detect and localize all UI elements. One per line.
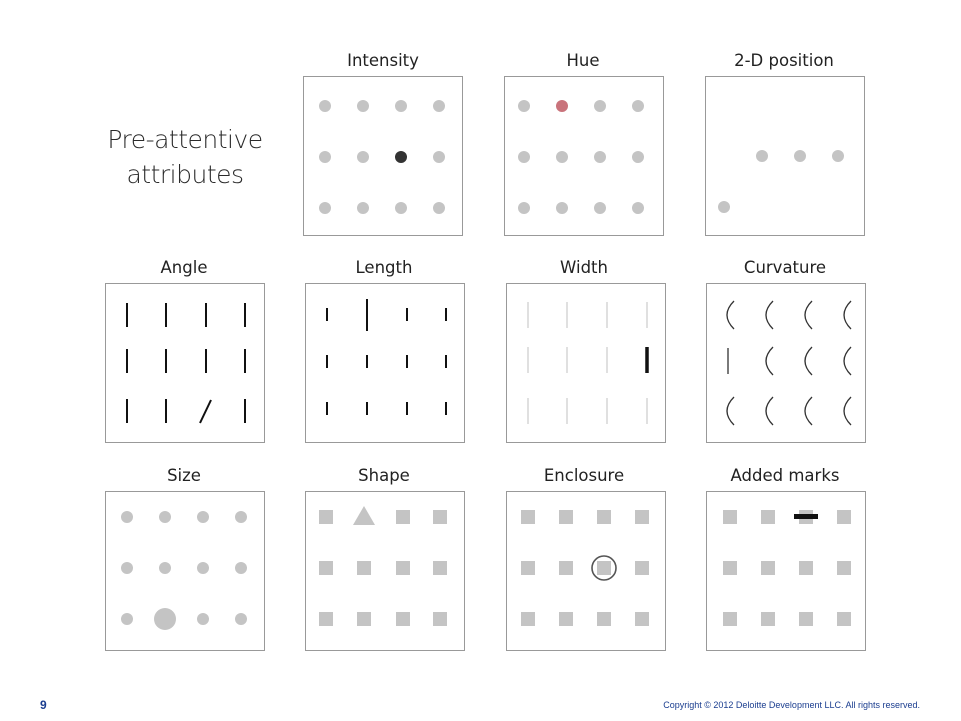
square [597,612,611,626]
dot [319,151,331,163]
square [433,510,447,524]
dot [121,511,133,523]
dot [319,202,331,214]
curve [844,301,851,329]
dark-dot [395,151,407,163]
added-marks-title: Added marks [730,466,840,485]
square [357,612,371,626]
dot [357,100,369,112]
enclosed-square [597,561,611,575]
enclosure-panel [506,491,666,651]
enclosure-marks [507,492,667,652]
square [433,612,447,626]
page-number: 9 [40,698,47,712]
dot [395,202,407,214]
shape-panel [305,491,465,651]
square [761,561,775,575]
dot [235,511,247,523]
square [396,561,410,575]
intensity-title: Intensity [347,51,419,70]
width-marks [507,284,667,444]
hue-marks [505,77,665,237]
dot [518,100,530,112]
curve [805,347,812,375]
square [396,510,410,524]
shape-title: Shape [358,466,410,485]
square [357,561,371,575]
square [559,612,573,626]
position-marks [706,77,866,237]
length-panel [305,283,465,443]
enclosure-title: Enclosure [543,466,625,485]
curve [844,347,851,375]
square [559,510,573,524]
copyright-notice: Copyright © 2012 Deloitte Development LLC. All rights reserved. [663,700,920,710]
size-marks [106,492,266,652]
square [761,612,775,626]
square [635,561,649,575]
curvature-marks [707,284,867,444]
curve [844,397,851,425]
curve [727,397,734,425]
square [521,510,535,524]
dot [433,100,445,112]
dot [197,613,209,625]
size-panel [105,491,265,651]
square [319,612,333,626]
dot [159,562,171,574]
position-panel [705,76,865,236]
intensity-panel [303,76,463,236]
dot [594,151,606,163]
dot [594,202,606,214]
square [799,612,813,626]
heading-line-2: attributes [126,160,244,189]
square [837,510,851,524]
square [723,510,737,524]
square [319,510,333,524]
dot [632,100,644,112]
offset-dot [718,201,730,213]
curve [766,347,773,375]
curve [805,301,812,329]
dot [319,100,331,112]
angle-title: Angle [160,258,208,277]
dot [832,150,844,162]
square [433,561,447,575]
square [635,612,649,626]
red-dot [556,100,568,112]
square [799,561,813,575]
size-title: Size [167,466,201,485]
dot [197,562,209,574]
slide-heading [105,122,265,192]
square [837,561,851,575]
tilted-line [200,400,211,423]
square [597,510,611,524]
dot [632,151,644,163]
length-marks [306,284,466,444]
curve [805,397,812,425]
square [559,561,573,575]
added-mark-bar [794,514,818,519]
curve [766,397,773,425]
square [723,612,737,626]
dot [518,202,530,214]
dot [794,150,806,162]
dot [197,511,209,523]
dot [433,151,445,163]
square [837,612,851,626]
square [761,510,775,524]
dot [518,151,530,163]
dot [121,562,133,574]
added-marks-marks [707,492,867,652]
width-panel [506,283,666,443]
curvature-title: Curvature [743,258,827,277]
shape-marks [306,492,466,652]
curve [727,301,734,329]
dot [357,151,369,163]
hue-title: Hue [566,51,600,70]
angle-panel [105,283,265,443]
dot [594,100,606,112]
angle-marks [106,284,266,444]
triangle [353,506,375,525]
added-marks-panel [706,491,866,651]
intensity-marks [304,77,464,237]
dot [357,202,369,214]
dot [121,613,133,625]
length-title: Length [355,258,413,277]
square [396,612,410,626]
dot [395,100,407,112]
square [521,612,535,626]
dot [756,150,768,162]
hue-panel [504,76,664,236]
dot [235,613,247,625]
dot [159,511,171,523]
dot [433,202,445,214]
square [521,561,535,575]
square [635,510,649,524]
large-dot [154,608,176,630]
width-title: Width [560,258,608,277]
square [319,561,333,575]
curvature-panel [706,283,866,443]
dot [235,562,247,574]
heading-line-1: Pre-attentive [107,125,263,154]
curve [766,301,773,329]
dot [632,202,644,214]
dot [556,202,568,214]
position-title: 2-D position [734,51,834,70]
dot [556,151,568,163]
square [723,561,737,575]
